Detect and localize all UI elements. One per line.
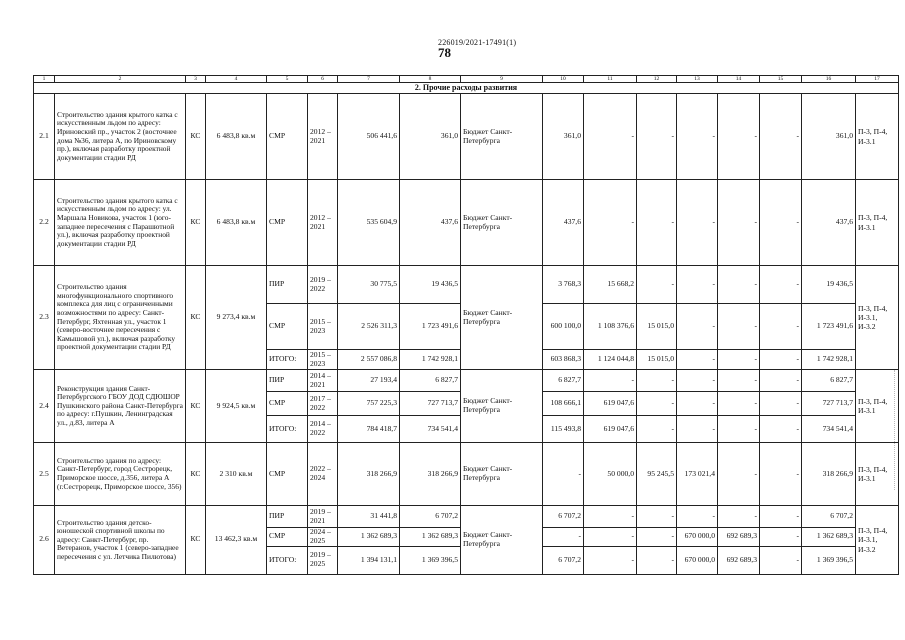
section-title: 2. Прочие расходы развития xyxy=(34,83,899,94)
year-amount: - xyxy=(637,546,677,574)
year-amount: 95 245,5 xyxy=(637,443,677,506)
year-amount: 15 015,0 xyxy=(637,304,677,350)
sum-amount: 734 541,4 xyxy=(802,416,856,443)
year-amount: 1 108 376,6 xyxy=(584,304,637,350)
sum-amount: 1 742 928,1 xyxy=(802,350,856,370)
year-amount: - xyxy=(637,416,677,443)
row-number: 2.5 xyxy=(34,443,55,506)
year-amount: 6 707,2 xyxy=(543,546,584,574)
year-amount: 173 021,4 xyxy=(677,443,718,506)
target-codes: П-3, П-4, И-3.1, И-3.2 xyxy=(856,266,899,370)
year-amount: - xyxy=(718,180,760,266)
sum-amount: 1 362 689,3 xyxy=(802,528,856,547)
object-type: КС xyxy=(186,370,206,443)
year-amount: - xyxy=(584,370,637,392)
year-amount: - xyxy=(718,443,760,506)
year-amount: - xyxy=(637,94,677,180)
year-amount: - xyxy=(760,416,802,443)
period: 2022 – 2024 xyxy=(308,443,338,506)
remaining-cost: 318 266,9 xyxy=(400,443,461,506)
year-amount: - xyxy=(543,528,584,547)
remaining-cost: 6 827,7 xyxy=(400,370,461,392)
table-row xyxy=(34,370,899,392)
year-amount: 15 668,2 xyxy=(584,266,637,304)
total-cost: 757 225,3 xyxy=(338,392,400,416)
remaining-cost: 437,6 xyxy=(400,180,461,266)
period: 2014 – 2022 xyxy=(308,416,338,443)
period: 2024 – 2025 xyxy=(308,528,338,547)
remaining-cost: 361,0 xyxy=(400,94,461,180)
column-number: 3 xyxy=(186,76,206,83)
year-amount: - xyxy=(584,180,637,266)
year-amount: 670 000,0 xyxy=(677,528,718,547)
remaining-cost: 1 362 689,3 xyxy=(400,528,461,547)
target-codes: П-3, П-4, И-3.1 xyxy=(856,370,899,443)
period: 2017 – 2022 xyxy=(308,392,338,416)
remaining-cost: 1 369 396,5 xyxy=(400,546,461,574)
sum-amount: 437,6 xyxy=(802,180,856,266)
work-type: ИТОГО: xyxy=(267,416,308,443)
row-number: 2.4 xyxy=(34,370,55,443)
year-amount: 619 047,6 xyxy=(584,416,637,443)
year-amount: - xyxy=(677,266,718,304)
year-amount: - xyxy=(637,506,677,528)
year-amount: - xyxy=(718,350,760,370)
object-capacity: 6 483,8 кв.м xyxy=(206,94,267,180)
column-number: 2 xyxy=(55,76,186,83)
year-amount: - xyxy=(677,416,718,443)
table-row xyxy=(34,506,899,528)
column-number: 16 xyxy=(802,76,856,83)
column-number: 8 xyxy=(400,76,461,83)
object-name: Строительство здания крытого катка с искусственным льдом по адресу: ул. Маршала Новикова, участок 1 (юго-западнее пересечения с Парашютной ул.), включая разработку проектной документации стадии РД xyxy=(55,180,186,266)
year-amount: 619 047,6 xyxy=(584,392,637,416)
year-amount: - xyxy=(760,370,802,392)
year-amount: 692 689,3 xyxy=(718,528,760,547)
funding-source: Бюджет Санкт-Петербурга xyxy=(461,266,543,370)
year-amount: - xyxy=(718,266,760,304)
sum-amount: 19 436,5 xyxy=(802,266,856,304)
table-row xyxy=(34,266,899,304)
row-number: 2.6 xyxy=(34,506,55,575)
total-cost: 318 266,9 xyxy=(338,443,400,506)
year-amount: - xyxy=(677,94,718,180)
row-number: 2.3 xyxy=(34,266,55,370)
funding-source: Бюджет Санкт-Петербурга xyxy=(461,506,543,575)
period: 2015 – 2023 xyxy=(308,350,338,370)
sum-amount: 727 713,7 xyxy=(802,392,856,416)
year-amount: - xyxy=(637,528,677,547)
year-amount: - xyxy=(760,350,802,370)
column-number: 5 xyxy=(267,76,308,83)
total-cost: 30 775,5 xyxy=(338,266,400,304)
object-capacity: 9 273,4 кв.м xyxy=(206,266,267,370)
period: 2019 – 2021 xyxy=(308,506,338,528)
year-amount: - xyxy=(718,304,760,350)
work-type: ИТОГО: xyxy=(267,350,308,370)
scan-margin-marks xyxy=(894,370,899,490)
year-amount: - xyxy=(637,392,677,416)
sum-amount: 318 266,9 xyxy=(802,443,856,506)
year-amount: - xyxy=(760,94,802,180)
column-number: 12 xyxy=(637,76,677,83)
object-name: Строительство здания многофункционального спортивного комплекса для лиц с ограниченными возможностями по адресу: Санкт-Петербург, Яхтенная ул., участок 1 (северо-восточнее пересечения с Камышовой ул.), включая разработку проектной документации стадии РД xyxy=(55,266,186,370)
column-number: 7 xyxy=(338,76,400,83)
remaining-cost: 19 436,5 xyxy=(400,266,461,304)
year-amount: 15 015,0 xyxy=(637,350,677,370)
total-cost: 2 526 311,3 xyxy=(338,304,400,350)
year-amount: 50 000,0 xyxy=(584,443,637,506)
year-amount: - xyxy=(677,350,718,370)
work-type: ПИР xyxy=(267,506,308,528)
year-amount: - xyxy=(760,304,802,350)
period: 2012 – 2021 xyxy=(308,180,338,266)
column-number: 14 xyxy=(718,76,760,83)
column-number: 13 xyxy=(677,76,718,83)
period: 2019 – 2022 xyxy=(308,266,338,304)
total-cost: 31 441,8 xyxy=(338,506,400,528)
table-row xyxy=(34,443,899,506)
column-number: 6 xyxy=(308,76,338,83)
year-amount: - xyxy=(584,528,637,547)
object-type: КС xyxy=(186,266,206,370)
table-row xyxy=(34,180,899,266)
object-capacity: 6 483,8 кв.м xyxy=(206,180,267,266)
sum-amount: 6 707,2 xyxy=(802,506,856,528)
column-number: 10 xyxy=(543,76,584,83)
funding-source: Бюджет Санкт-Петербурга xyxy=(461,370,543,443)
remaining-cost: 6 707,2 xyxy=(400,506,461,528)
object-name: Строительство здания по адресу: Санкт-Петербург, город Сестрорецк, Приморское шоссе, д.356, литера А (г.Сестрорецк, Приморское шоссе, 356) xyxy=(55,443,186,506)
column-number: 11 xyxy=(584,76,637,83)
object-name: Реконструкция здания Санкт-Петербургского ГБОУ ДОД СДЮШОР Пушкинского района Санкт-Петербурга по адресу: г.Пушкин, Ленинградская ул., д.83, литера А xyxy=(55,370,186,443)
object-capacity: 2 310 кв.м xyxy=(206,443,267,506)
work-type: СМР xyxy=(267,392,308,416)
year-amount: - xyxy=(584,506,637,528)
year-amount: - xyxy=(677,506,718,528)
year-amount: - xyxy=(760,392,802,416)
object-type: КС xyxy=(186,94,206,180)
object-capacity: 9 924,5 кв.м xyxy=(206,370,267,443)
year-amount: - xyxy=(718,416,760,443)
year-amount: - xyxy=(677,370,718,392)
total-cost: 1 362 689,3 xyxy=(338,528,400,547)
work-type: ИТОГО: xyxy=(267,546,308,574)
object-type: КС xyxy=(186,506,206,575)
work-type: СМР xyxy=(267,528,308,547)
target-codes: П-3, П-4, И-3.1 xyxy=(856,94,899,180)
year-amount: 670 000,0 xyxy=(677,546,718,574)
work-type: СМР xyxy=(267,443,308,506)
target-codes: П-3, П-4, И-3.1 xyxy=(856,180,899,266)
object-name: Строительство здания крытого катка с искусственным льдом по адресу: Ириновский пр., участок 2 (восточнее дома №36, литера А, по Ириновскому пр.), включая разработку проектной документации стадии РД xyxy=(55,94,186,180)
year-amount: - xyxy=(543,443,584,506)
budget-table xyxy=(33,75,899,575)
column-number: 1 xyxy=(34,76,55,83)
total-cost: 784 418,7 xyxy=(338,416,400,443)
year-amount: 437,6 xyxy=(543,180,584,266)
period: 2019 – 2025 xyxy=(308,546,338,574)
total-cost: 535 604,9 xyxy=(338,180,400,266)
row-number: 2.1 xyxy=(34,94,55,180)
year-amount: - xyxy=(637,180,677,266)
year-amount: 692 689,3 xyxy=(718,546,760,574)
table-row xyxy=(34,94,899,180)
sum-amount: 361,0 xyxy=(802,94,856,180)
year-amount: 600 100,0 xyxy=(543,304,584,350)
year-amount: - xyxy=(718,506,760,528)
target-codes: П-3, П-4, И-3.1 xyxy=(856,443,899,506)
object-type: КС xyxy=(186,443,206,506)
year-amount: - xyxy=(637,370,677,392)
year-amount: - xyxy=(637,266,677,304)
column-number: 9 xyxy=(461,76,543,83)
funding-source: Бюджет Санкт-Петербурга xyxy=(461,443,543,506)
year-amount: 603 868,3 xyxy=(543,350,584,370)
total-cost: 506 441,6 xyxy=(338,94,400,180)
column-number: 17 xyxy=(856,76,899,83)
year-amount: - xyxy=(760,528,802,547)
sum-amount: 1 369 396,5 xyxy=(802,546,856,574)
period: 2012 – 2021 xyxy=(308,94,338,180)
year-amount: - xyxy=(718,392,760,416)
object-name: Строительство здания детско-юношеской спортивной школы по адресу: Санкт-Петербург, пр. Ветеранов, участок 1 (северо-западнее пересечения с ул. Летчика Пилютова) xyxy=(55,506,186,575)
year-amount: 115 493,8 xyxy=(543,416,584,443)
total-cost: 2 557 086,8 xyxy=(338,350,400,370)
year-amount: - xyxy=(760,443,802,506)
year-amount: 1 124 044,8 xyxy=(584,350,637,370)
object-capacity: 13 462,3 кв.м xyxy=(206,506,267,575)
year-amount: 6 707,2 xyxy=(543,506,584,528)
sum-amount: 6 827,7 xyxy=(802,370,856,392)
work-type: ПИР xyxy=(267,266,308,304)
year-amount: - xyxy=(760,506,802,528)
year-amount: 3 768,3 xyxy=(543,266,584,304)
work-type: СМР xyxy=(267,94,308,180)
column-number: 15 xyxy=(760,76,802,83)
remaining-cost: 727 713,7 xyxy=(400,392,461,416)
year-amount: - xyxy=(760,180,802,266)
remaining-cost: 1 723 491,6 xyxy=(400,304,461,350)
total-cost: 1 394 131,1 xyxy=(338,546,400,574)
year-amount: - xyxy=(760,546,802,574)
year-amount: - xyxy=(677,392,718,416)
funding-source: Бюджет Санкт-Петербурга xyxy=(461,94,543,180)
period: 2014 – 2021 xyxy=(308,370,338,392)
object-type: КС xyxy=(186,180,206,266)
page-number: 78 xyxy=(438,45,451,60)
funding-source: Бюджет Санкт-Петербурга xyxy=(461,180,543,266)
work-type: СМР xyxy=(267,180,308,266)
year-amount: 6 827,7 xyxy=(543,370,584,392)
remaining-cost: 734 541,4 xyxy=(400,416,461,443)
year-amount: - xyxy=(677,304,718,350)
year-amount: - xyxy=(677,180,718,266)
column-number-row xyxy=(34,76,899,83)
remaining-cost: 1 742 928,1 xyxy=(400,350,461,370)
work-type: ПИР xyxy=(267,370,308,392)
year-amount: 108 666,1 xyxy=(543,392,584,416)
document-id: 226019/2021-17491(1) xyxy=(438,38,517,47)
section-row xyxy=(34,83,899,94)
target-codes: П-3, П-4, И-3.1, И-3.2 xyxy=(856,506,899,575)
year-amount: - xyxy=(584,94,637,180)
year-amount: - xyxy=(584,546,637,574)
total-cost: 27 193,4 xyxy=(338,370,400,392)
work-type: СМР xyxy=(267,304,308,350)
year-amount: - xyxy=(760,266,802,304)
column-number: 4 xyxy=(206,76,267,83)
year-amount: - xyxy=(718,370,760,392)
period: 2015 – 2023 xyxy=(308,304,338,350)
row-number: 2.2 xyxy=(34,180,55,266)
year-amount: - xyxy=(718,94,760,180)
year-amount: 361,0 xyxy=(543,94,584,180)
sum-amount: 1 723 491,6 xyxy=(802,304,856,350)
